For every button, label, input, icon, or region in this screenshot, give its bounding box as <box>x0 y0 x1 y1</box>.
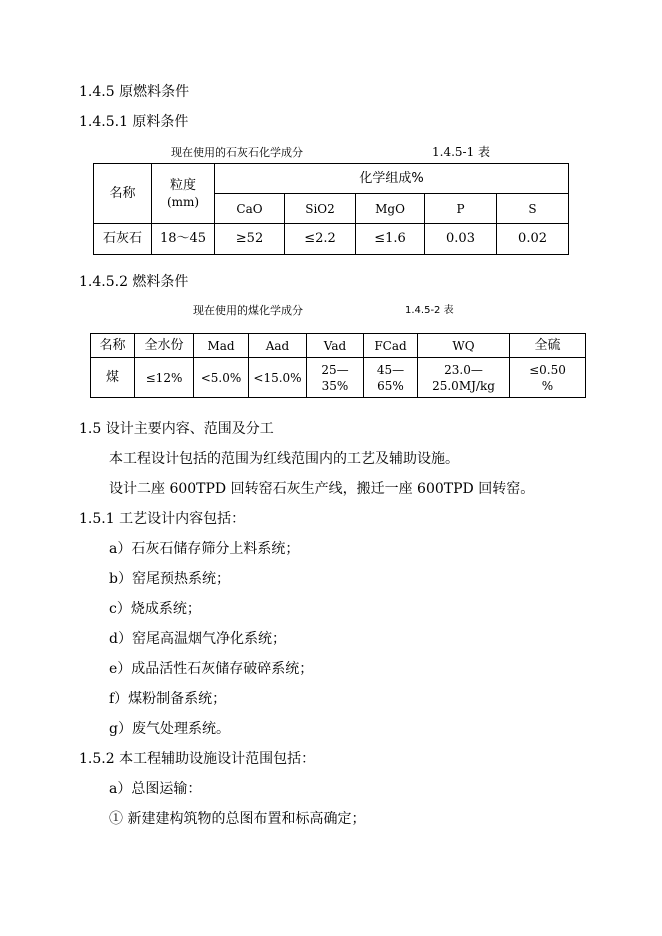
table2-header-mad: Mad <box>194 334 249 358</box>
table1-row-name: 石灰石 <box>94 224 152 255</box>
table1-col-mgo: MgO <box>356 194 425 224</box>
list1-item: a）石灰石储存筛分上料系统； <box>109 541 300 557</box>
list2-item: ① 新建建构筑物的总图布置和标高确定； <box>109 811 366 827</box>
table1-header-size <box>152 164 215 224</box>
table2-row-vad-line1: 25— <box>321 362 349 377</box>
heading-1-5: 1.5 设计主要内容、范围及分工 <box>79 421 274 437</box>
table1-header-size-unit: (mm) <box>166 194 200 209</box>
table2-header-sulfur: 全硫 <box>510 334 586 358</box>
table2-row-wq-line1: 23.0— <box>444 362 483 377</box>
table2-number: 1.4.5-2 表 <box>405 305 454 316</box>
table2-row-aad: <15.0% <box>249 358 307 398</box>
table1-row-mgo: ≤1.6 <box>356 224 425 255</box>
heading-1-4-5-1: 1.4.5.1 原料条件 <box>79 114 189 130</box>
list1-item: e）成品活性石灰储存破碎系统； <box>109 661 314 677</box>
table2-header-wq: WQ <box>418 334 510 358</box>
table2-row-water: ≤12% <box>135 358 194 398</box>
list1-item: b）窑尾预热系统； <box>109 571 230 587</box>
table2-header-fcad: FCad <box>364 334 418 358</box>
table2-row-wq <box>418 358 510 398</box>
table2-row-fcad-line1: 45— <box>376 362 405 377</box>
heading-1-4-5-2: 1.4.5.2 燃料条件 <box>79 274 189 290</box>
table2-row-fcad-line2: 65% <box>377 378 404 393</box>
table2-header-name: 名称 <box>91 334 135 358</box>
list1-item: d）窑尾高温烟气净化系统； <box>109 631 286 647</box>
table2-row-vad-line2: 35% <box>321 378 349 393</box>
heading-1-5-2: 1.5.2 本工程辅助设施设计范围包括： <box>79 751 316 767</box>
table1-col-cao: CaO <box>215 194 285 224</box>
table-limestone-chemistry <box>93 163 569 255</box>
table2-row-sulfur-line1: ≤0.50 <box>529 362 566 377</box>
list1-item: c）烧成系统； <box>109 601 201 617</box>
table1-row-sio2: ≤2.2 <box>285 224 356 255</box>
table2-row-wq-line2: 25.0MJ/kg <box>432 378 495 393</box>
table2-header-aad: Aad <box>249 334 307 358</box>
list1-item: g）废气处理系统。 <box>109 721 230 737</box>
table2-row-sulfur-line2: % <box>541 378 554 393</box>
table2-row-name: 煤 <box>91 358 135 398</box>
table1-row-size: 18～45 <box>152 224 215 255</box>
table1-header-size-label: 粒度 <box>169 177 196 193</box>
table1-header-name: 名称 <box>94 164 152 224</box>
paragraph-lines: 设计二座 600TPD 回转窑石灰生产线，搬迁一座 600TPD 回转窑。 <box>109 481 535 497</box>
table2-row-sulfur <box>510 358 586 398</box>
table2-row-mad: <5.0% <box>194 358 249 398</box>
table1-row-p: 0.03 <box>425 224 497 255</box>
list1-item: f）煤粉制备系统； <box>109 691 227 707</box>
heading-1-5-1: 1.5.1 工艺设计内容包括： <box>79 511 246 527</box>
table2-header-water: 全水份 <box>135 334 194 358</box>
table1-col-s: S <box>497 194 569 224</box>
table1-row-s: 0.02 <box>497 224 569 255</box>
table-coal-chemistry <box>90 333 586 398</box>
table1-col-p: P <box>425 194 497 224</box>
table1-header-chem: 化学组成% <box>215 164 569 194</box>
table1-col-sio2: SiO2 <box>285 194 356 224</box>
paragraph-scope: 本工程设计包括的范围为红线范围内的工艺及辅助设施。 <box>109 451 459 467</box>
table1-number: 1.4.5-1 表 <box>432 145 491 159</box>
table2-row-fcad <box>364 358 418 398</box>
table2-header-vad: Vad <box>307 334 364 358</box>
table1-row-cao: ≥52 <box>215 224 285 255</box>
heading-1-4-5: 1.4.5 原燃料条件 <box>79 84 190 100</box>
list2-item: a）总图运输： <box>109 781 202 797</box>
table2-row-vad <box>307 358 364 398</box>
table2-caption: 现在使用的煤化学成分 <box>193 304 303 317</box>
table1-caption: 现在使用的石灰石化学成分 <box>171 146 303 159</box>
